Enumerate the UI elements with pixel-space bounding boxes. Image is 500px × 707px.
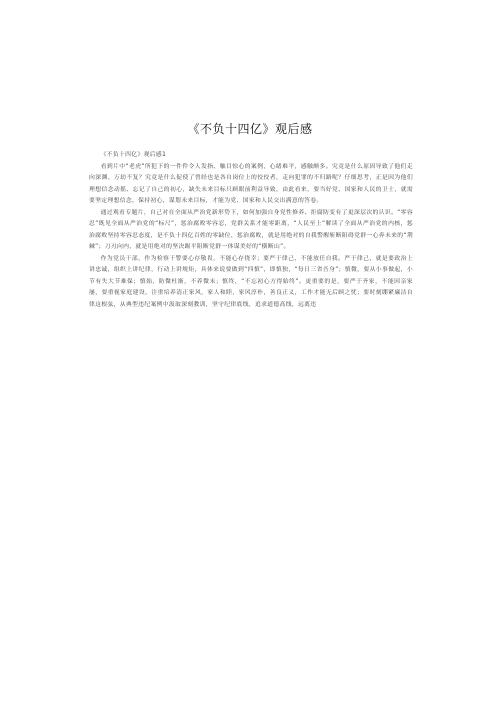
paragraph-heading: 《不负十四亿》观后感1	[100, 152, 167, 158]
document-title: 《不负十四亿》观后感	[187, 122, 313, 136]
paragraph: 看到片中“老虎”所犯下的一件件令人发指、触目惊心的案例，心绪难平，感触颇多。究竟是什么原因导致了他们走向深渊、万劫不复？究竟是什么促使了曾经也是各自岗位上的佼佼者，走向犯罪的不归路呢？仔细思考，正是因为他们理想信念动摇、忘记了自己的初心，缺失未来目标只顾眼前利益导致，由此看来，要当好党、国家和人民的卫士，就需要坚定理想信念，保持初心，谋划未来目标，才能为党、国家和人民交出满意的答卷。	[89, 163, 413, 204]
paragraph: 作为党员干部，作为检察干警要心存敬畏，不能心存侥幸；要严于律己，不能放任自我。严于律己，就是要政治上讲忠诚，组织上讲纪律，行动上讲规矩，具体来说要做到“四慎”，即慎独，“每日三省吾身”；慎微，要从小事做起，小节有失大节难保；慎始，防微杜渐，不养微末；慎终，“不忘初心方得始终”。更重要的是，要严于齐家，不能因亲家屡，要重视家庭建设，注重培养清正家风，家人和睦，家风淳朴，善良正义，工作才能无后顾之忧；要时刻绷紧廉洁自律这根弦，从典型违纪案例中汲取深刻教训，坚守纪律底线，追求道德高线，远离违	[89, 255, 413, 308]
document-body	[89, 150, 413, 311]
paragraph: 通过观看专题片，自己对在全面从严治党新形势下，如何加强自身党性修养、拒腐防变有了更深层次的认识。“零容忍”既见全面从严治党的“标尺”，惩治腐败零容忍，党群关系才能零距离，“人民至上”解读了全面从严治党的内核，惩治腐败坚持零容忍态度，是不负十四亿百姓的零缺位，惩治腐败，就是用绝对的自我警醒斩断阻碍党群一心奔未来的“荆棘”；刀刃向内，就是用绝对的坚决踢平阻断党群一体谋美好的“横断山”。	[89, 209, 413, 250]
